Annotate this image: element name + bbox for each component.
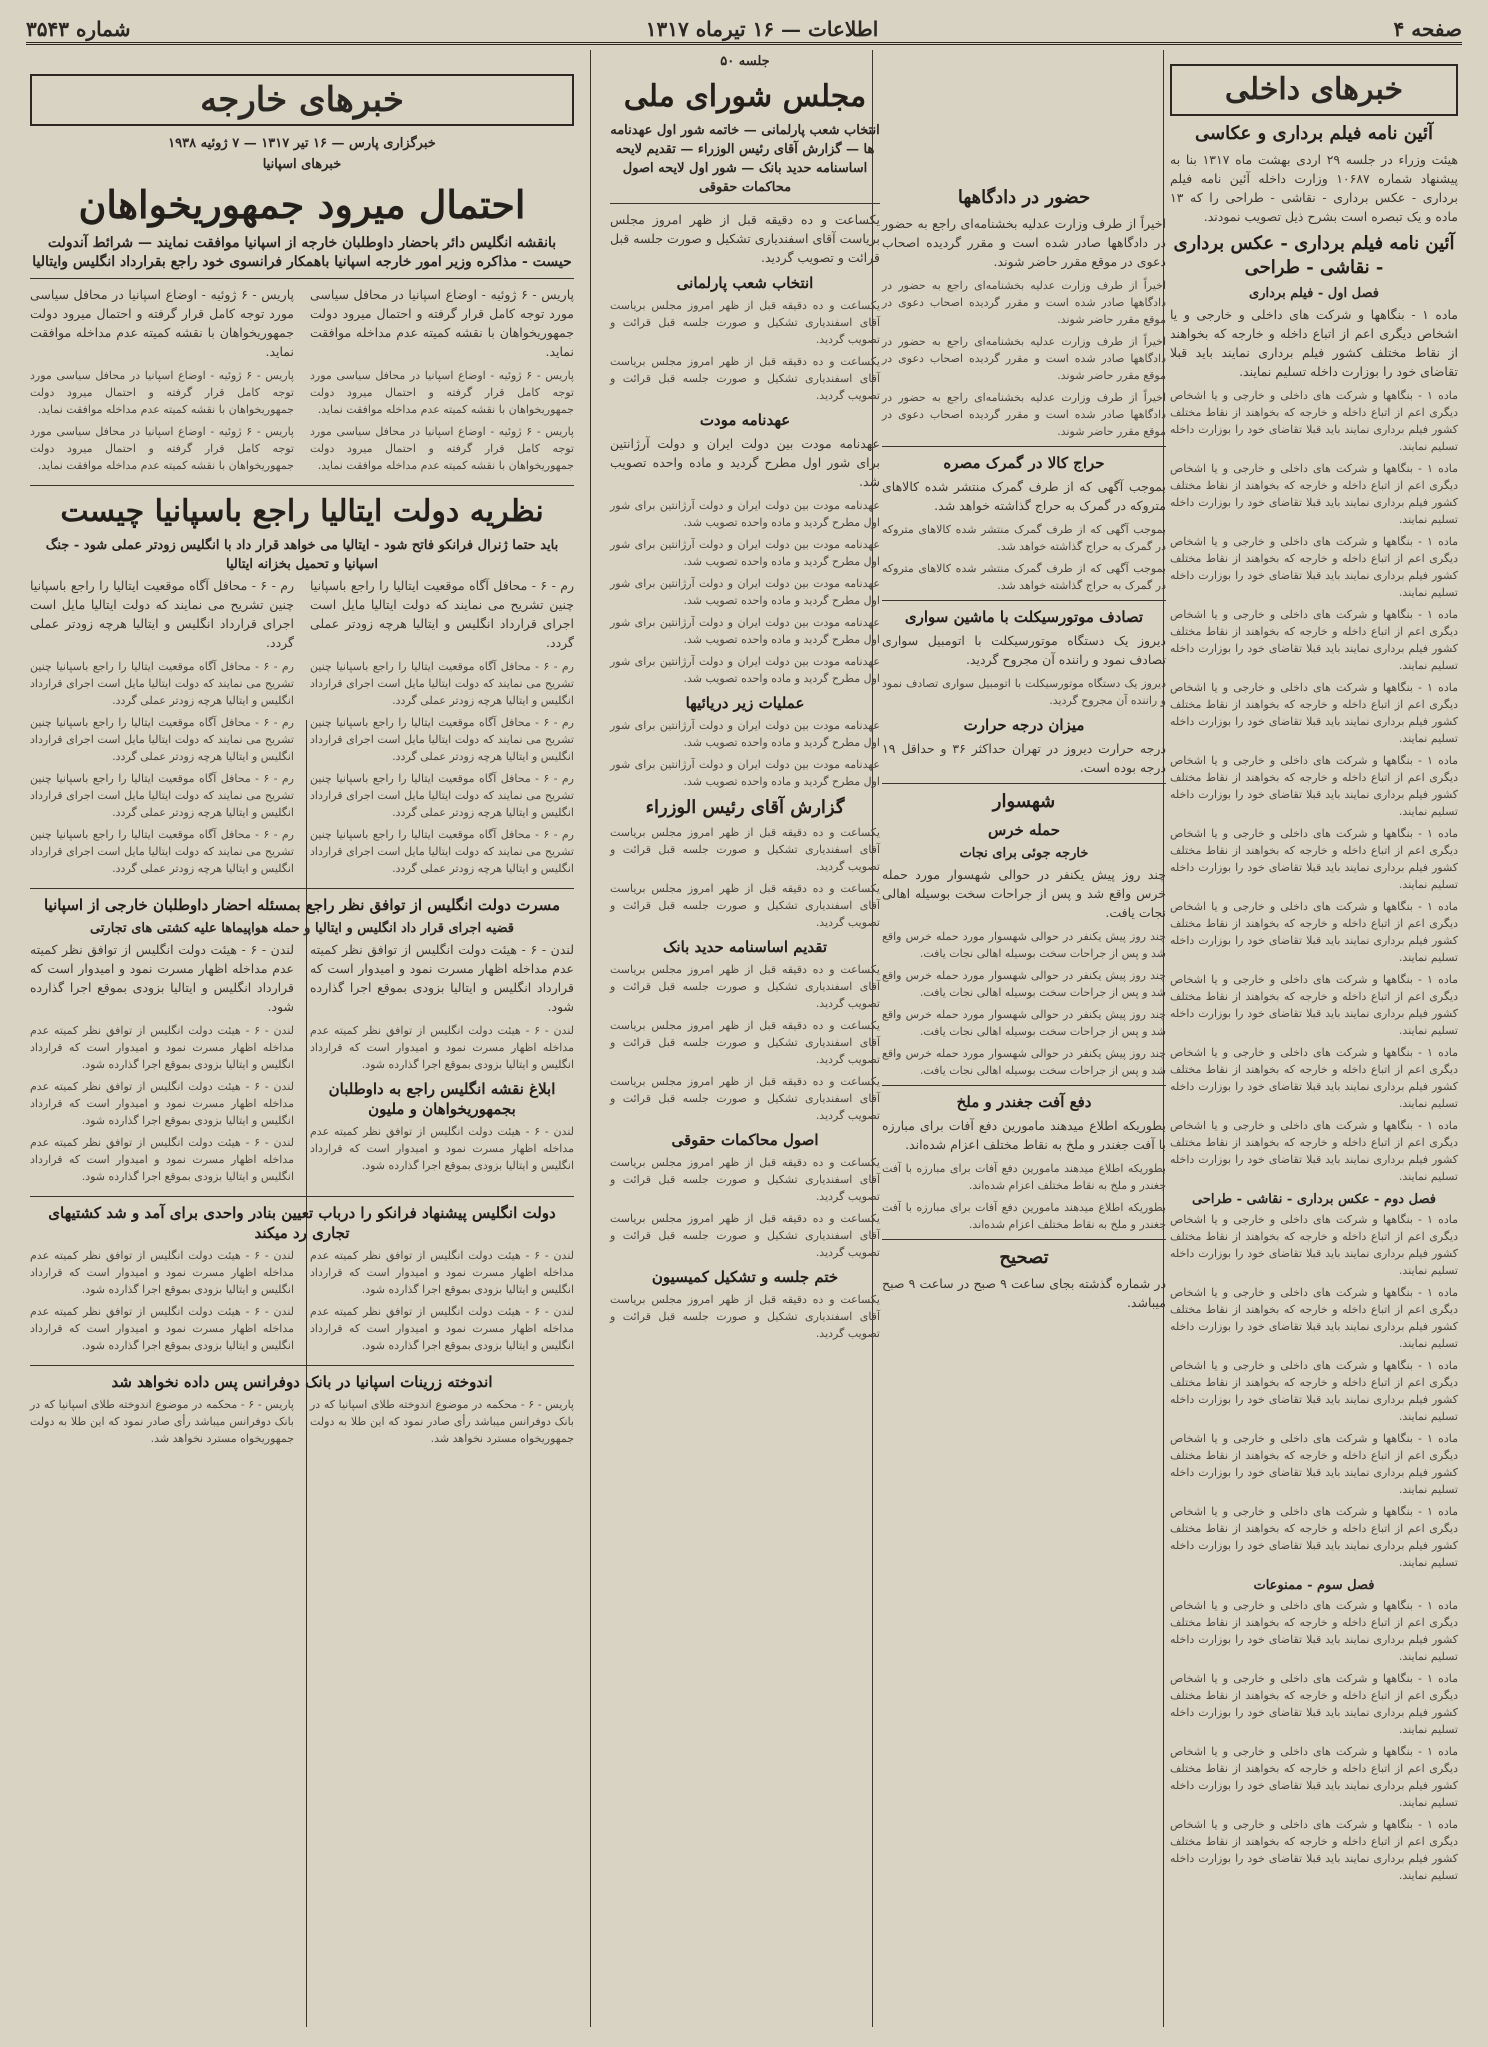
spain-body: پاریس - ۶ ژوئیه - اوضاع اسپانیا در محافل سیاسی مورد توجه کامل قرار گرفته و احتمال میرود دولت جمهوریخواهان با نقشه کمیته عدم مداخله موافقت نماید. — [30, 369, 294, 416]
parliament-body: یکساعت و ده دقیقه قبل از ظهر امروز مجلس بریاست آقای اسفندیاری تشکیل و صورت جلسه قبل قرائت و تصویب گردید. — [610, 1156, 880, 1203]
italy-body: رم - ۶ - محافل آگاه موقعیت ایتالیا را راجع باسپانیا چنین تشریح می نمایند که دولت ایتالیا مایل است اجرای قرارداد انگلیس و ایتالیا هرچه زودتر عملی گردد. — [310, 828, 574, 875]
film-regulation-body: ماده ۱ - بنگاهها و شرکت های داخلی و خارجی و یا اشخاص دیگری اعم از اتباع داخله و خارجه که بخواهند از نقاط مختلف کشور فیلم برداری نمایند باید قبلا تقاضای خود را بوزارت داخله تسلیم نمایند. — [1170, 1213, 1458, 1277]
film-regulation-intro: هیئت وزراء در جلسه ۲۹ اردی بهشت ماه ۱۳۱۷ بنا به پیشنهاد شماره ۱۰۶۸۷ وزارت داخله آئین نامه فیلم برداری - عکس برداری - نقاشی - طراحی را که ۱۳ ماده و یک تبصره است بشرح ذیل تصویب نمودند. — [1170, 152, 1459, 224]
divider — [882, 446, 1166, 447]
issue-number: شماره ۳۵۴۳ — [26, 17, 131, 41]
treaty-body: عهدنامه مودت بین دولت ایران و دولت آرژانتین برای شور اول مطرح گردید و ماده واحده تصویب شد. — [610, 499, 880, 529]
parliament-column — [604, 50, 886, 2027]
britain-headline: مسرت دولت انگلیس از توافق نظر راجع بمسئله احضار داوطلبان خارجی از اسپانیا — [43, 896, 561, 914]
film-regulation-body: ماده ۱ - بنگاهها و شرکت های داخلی و خارجی و یا اشخاص دیگری اعم از اتباع داخله و خارجه که بخواهند از نقاط مختلف کشور فیلم برداری نمایند باید قبلا تقاضای خود را بوزارت داخله تسلیم نمایند. — [1170, 1745, 1458, 1809]
courts-title: حضور در دادگاهها — [957, 187, 1091, 208]
treaty-body: عهدنامه مودت بین دولت ایران و دولت آرژانتین برای شور اول مطرح گردید و ماده واحده تصویب شد. — [610, 719, 880, 749]
film-regulation-body: ماده ۱ - بنگاهها و شرکت های داخلی و خارجی و یا اشخاص دیگری اعم از اتباع داخله و خارجه که بخواهند از نقاط مختلف کشور فیلم برداری نمایند باید قبلا تقاضای خود را بوزارت داخله تسلیم نمایند. — [1170, 1505, 1458, 1569]
divider — [610, 203, 880, 204]
body-column — [310, 1396, 574, 1452]
body-column — [30, 1396, 294, 1452]
italy-body: رم - ۶ - محافل آگاه موقعیت ایتالیا را راجع باسپانیا چنین تشریح می نمایند که دولت ایتالیا مایل است اجرای قرارداد انگلیس و ایتالیا هرچه زودتر عملی گردد. — [30, 578, 295, 650]
bear-attack-body: چند روز پیش یکنفر در حوالی شهسوار مورد حمله خرس واقع شد و پس از جراحات سخت بوسیله اهالی نجات یافت. — [882, 930, 1166, 960]
session-number: جلسه ۵۰ — [720, 54, 770, 69]
pm-report-title: گزارش آقای رئیس الوزراء — [645, 797, 845, 818]
divider — [30, 1365, 574, 1366]
treaty-body: عهدنامه مودت بین دولت ایران و دولت آرژانتین برای شور اول مطرح گردید و ماده واحده تصویب شد. — [610, 538, 880, 568]
two-col-body — [30, 576, 574, 882]
pest-title: دفع آفت جغندر و ملخ — [956, 1093, 1092, 1111]
foreign-news-column — [26, 50, 578, 2027]
parliament-body: یکساعت و ده دقیقه قبل از ظهر امروز مجلس بریاست آقای اسفندیاری تشکیل و صورت جلسه قبل قرائت و تصویب گردید. — [610, 1293, 880, 1340]
italy-body: رم - ۶ - محافل آگاه موقعیت ایتالیا را راجع باسپانیا چنین تشریح می نمایند که دولت ایتالیا مایل است اجرای قرارداد انگلیس و ایتالیا هرچه زودتر عملی گردد. — [310, 716, 574, 763]
parliament-body: یکساعت و ده دقیقه قبل از ظهر امروز مجلس بریاست آقای اسفندیاری تشکیل و صورت جلسه قبل قرائت و تصویب گردید. — [610, 1019, 880, 1066]
parliament-body: یکساعت و ده دقیقه قبل از ظهر امروز مجلس بریاست آقای اسفندیاری تشکیل و صورت جلسه قبل قرائت و تصویب گردید. — [610, 212, 880, 265]
crash-title: تصادف موتورسیکلت با ماشین سواری — [904, 608, 1144, 626]
bear-attack-subtitle: خارجه جوئی برای نجات — [959, 846, 1089, 861]
auction-body: بموجب آگهی که از طرف گمرک منتشر شده کالاهای متروکه در گمرک به حراج گذاشته خواهد شد. — [882, 479, 1166, 513]
italy-body: رم - ۶ - محافل آگاه موقعیت ایتالیا را راجع باسپانیا چنین تشریح می نمایند که دولت ایتالیا مایل است اجرای قرارداد انگلیس و ایتالیا هرچه زودتر عملی گردد. — [310, 660, 574, 707]
britain-body: لندن - ۶ - هیئت دولت انگلیس از توافق نظر کمیته عدم مداخله اظهار مسرت نمود و امیدوار است که قرارداد انگلیس و ایتالیا بزودی بموقع اجرا گذارده شود. — [30, 1024, 294, 1071]
britain-deck: قضیه اجرای قرار داد انگلیس و ایتالیا و حمله هواپیماها علیه کشتی های تجارتی — [89, 921, 515, 936]
parliament-body: یکساعت و ده دقیقه قبل از ظهر امروز مجلس بریاست آقای اسفندیاری تشکیل و صورت جلسه قبل قرائت و تصویب گردید. — [610, 355, 880, 402]
body-column — [310, 1247, 574, 1359]
domestic-masthead: خبرهای داخلی — [1170, 64, 1458, 116]
film-regulation-body: ماده ۱ - بنگاهها و شرکت های داخلی و خارجی و یا اشخاص دیگری اعم از اتباع داخله و خارجه که بخواهند از نقاط مختلف کشور فیلم برداری نمایند باید قبلا تقاضای خود را بوزارت داخله تسلیم نمایند. — [1170, 973, 1458, 1037]
film-regulation-title: آئین نامه فیلم برداری و عکاسی — [1195, 123, 1433, 144]
courts-body: اخیراً از طرف وزارت عدلیه بخشنامه‌ای راجع به حضور در دادگاهها صادر شده است و مقرر گردیده اصحاب دعوی در موقع مقرر حاضر شوند. — [882, 216, 1166, 269]
film-regulation-body: ماده ۱ - بنگاهها و شرکت های داخلی و خارجی و یا اشخاص دیگری اعم از اتباع داخله و خارجه که بخواهند از نقاط مختلف کشور فیلم برداری نمایند باید قبلا تقاضای خود را بوزارت داخله تسلیم نمایند. — [1170, 1119, 1458, 1183]
bear-attack-body: چند روز پیش یکنفر در حوالی شهسوار مورد حمله خرس واقع شد و پس از جراحات سخت بوسیله اهالی نجات یافت. — [882, 1008, 1166, 1038]
parliament-body: یکساعت و ده دقیقه قبل از ظهر امروز مجلس بریاست آقای اسفندیاری تشکیل و صورت جلسه قبل قرائت و تصویب گردید. — [610, 299, 880, 346]
gold-body: پاریس - ۶ - محکمه در موضوع اندوخته طلای اسپانیا که در بانک دوفرانس میباشد رأی صادر نمود که این طلا به دولت جمهوریخواه مسترد نخواهد شد. — [310, 1398, 574, 1445]
page-number: صفحه ۴ — [1393, 17, 1462, 41]
pest-body: بطوریکه اطلاع میدهند مامورین دفع آفات برای مبارزه با آفت جغندر و ملخ به نقاط مختلف اعزام شده‌اند. — [882, 1162, 1166, 1192]
branches-title: انتخاب شعب پارلمانی — [676, 274, 814, 292]
parliament-summary: انتخاب شعب پارلمانی — خاتمه شور اول عهدنامه ها — گزارش آقای رئیس الوزراء — تقدیم لایحه اساسنامه حدید بانک — شور اول لایحه اصول محاکمات حقوقی — [610, 123, 880, 195]
correction-body: در شماره گذشته بجای ساعت ۹ صبح در ساعت ۹ صبح میباشد. — [882, 1276, 1167, 1310]
film-regulation-body: ماده ۱ - بنگاهها و شرکت های داخلی و خارجی و یا اشخاص دیگری اعم از اتباع داخله و خارجه که بخواهند از نقاط مختلف کشور فیلم برداری نمایند باید قبلا تقاضای خود را بوزارت داخله تسلیم نمایند. — [1170, 389, 1458, 453]
body-column — [30, 1247, 294, 1359]
body-column — [310, 285, 574, 479]
treaty-body: عهدنامه مودت بین دولت ایران و دولت آرژانتین برای شور اول مطرح گردید و ماده واحده تصویب شد. — [610, 577, 880, 607]
gold-headline: اندوخته زرینات اسپانیا در بانک دوفرانس پس داده نخواهد شد — [111, 1373, 493, 1391]
film-regulation-body: ماده ۱ - بنگاهها و شرکت های داخلی و خارجی و یا اشخاص دیگری اعم از اتباع داخله و خارجه که بخواهند از نقاط مختلف کشور فیلم برداری نمایند باید قبلا تقاضای خود را بوزارت داخله تسلیم نمایند. — [1170, 900, 1458, 964]
bear-attack-title: حمله خرس — [987, 821, 1061, 839]
page-header — [26, 16, 1462, 42]
civil-procedure-title: اصول محاکمات حقوقی — [671, 1131, 819, 1149]
body-column — [30, 285, 294, 479]
spain-body: پاریس - ۶ ژوئیه - اوضاع اسپانیا در محافل سیاسی مورد توجه کامل قرار گرفته و احتمال میرود دولت جمهوریخواهان با نقشه کمیته عدم مداخله موافقت نماید. — [310, 369, 574, 416]
film-regulation-body: ماده ۱ - بنگاهها و شرکت های داخلی و خارجی و یا اشخاص دیگری اعم از اتباع داخله و خارجه که بخواهند از نقاط مختلف کشور فیلم برداری نمایند باید قبلا تقاضای خود را بوزارت داخله تسلیم نمایند. — [1170, 1286, 1458, 1350]
agency-line: خبرگزاری پارس — ۱۶ تیر ۱۳۱۷ — ۷ ژوئیه ۱۹۳۸ — [168, 136, 436, 151]
film-regulation-body: ماده ۱ - بنگاهها و شرکت های داخلی و خارجی و یا اشخاص دیگری اعم از اتباع داخله و خارجه که بخواهند از نقاط مختلف کشور فیلم برداری نمایند باید قبلا تقاضای خود را بوزارت داخله تسلیم نمایند. — [1170, 307, 1459, 379]
auction-body: بموجب آگهی که از طرف گمرک منتشر شده کالاهای متروکه در گمرک به حراج گذاشته خواهد شد. — [882, 523, 1166, 553]
film-regulation-body: ماده ۱ - بنگاهها و شرکت های داخلی و خارجی و یا اشخاص دیگری اعم از اتباع داخله و خارجه که بخواهند از نقاط مختلف کشور فیلم برداری نمایند باید قبلا تقاضای خود را بوزارت داخله تسلیم نمایند. — [1170, 1672, 1458, 1736]
treaty-body: عهدنامه مودت بین دولت ایران و دولت آرژانتین برای شور اول مطرح گردید و ماده واحده تصویب شد. — [610, 758, 880, 788]
spain-body: پاریس - ۶ ژوئیه - اوضاع اسپانیا در محافل سیاسی مورد توجه کامل قرار گرفته و احتمال میرود دولت جمهوریخواهان با نقشه کمیته عدم مداخله موافقت نماید. — [30, 425, 294, 472]
film-regulation-body: ماده ۱ - بنگاهها و شرکت های داخلی و خارجی و یا اشخاص دیگری اعم از اتباع داخله و خارجه که بخواهند از نقاط مختلف کشور فیلم برداری نمایند باید قبلا تقاضای خود را بوزارت داخله تسلیم نمایند. — [1170, 1359, 1458, 1423]
two-col-body — [30, 1247, 574, 1359]
italy-body: رم - ۶ - محافل آگاه موقعیت ایتالیا را راجع باسپانیا چنین تشریح می نمایند که دولت ایتالیا مایل است اجرای قرارداد انگلیس و ایتالیا هرچه زودتر عملی گردد. — [30, 716, 294, 763]
shahsavar-heading: شهسوار — [992, 791, 1056, 812]
spain-label: خبرهای اسپانیا — [262, 157, 342, 172]
parliament-body: یکساعت و ده دقیقه قبل از ظهر امروز مجلس بریاست آقای اسفندیاری تشکیل و صورت جلسه قبل قرائت و تصویب گردید. — [610, 826, 880, 873]
britain-body: لندن - ۶ - هیئت دولت انگلیس از توافق نظر کمیته عدم مداخله اظهار مسرت نمود و امیدوار است که قرارداد انگلیس و ایتالیا بزودی بموقع اجرا گذارده شود. — [30, 1136, 294, 1183]
crash-body: دیروز یک دستگاه موتورسیکلت با اتومبیل سواری تصادف نمود و راننده آن مجروح گردید. — [882, 633, 1166, 667]
bank-statute-title: تقدیم اساسنامه حدید بانک — [662, 938, 828, 956]
two-col-body — [30, 1396, 574, 1452]
divider — [882, 783, 1166, 784]
britain-body: لندن - ۶ - هیئت دولت انگلیس از توافق نظر کمیته عدم مداخله اظهار مسرت نمود و امیدوار است که قرارداد انگلیس و ایتالیا بزودی بموقع اجرا گذارده شود. — [30, 1249, 294, 1296]
parliament-title: مجلس شورای ملی — [623, 79, 867, 114]
britain-body: لندن - ۶ - هیئت دولت انگلیس از توافق نظر کمیته عدم مداخله اظهار مسرت نمود و امیدوار است که قرارداد انگلیس و ایتالیا بزودی بموقع اجرا گذارده شود. — [30, 1305, 294, 1352]
film-regulation-body: ماده ۱ - بنگاهها و شرکت های داخلی و خارجی و یا اشخاص دیگری اعم از اتباع داخله و خارجه که بخواهند از نقاط مختلف کشور فیلم برداری نمایند باید قبلا تقاضای خود را بوزارت داخله تسلیم نمایند. — [1170, 1432, 1458, 1496]
bear-attack-body: چند روز پیش یکنفر در حوالی شهسوار مورد حمله خرس واقع شد و پس از جراحات سخت بوسیله اهالی نجات یافت. — [882, 1047, 1166, 1077]
italy-body: رم - ۶ - محافل آگاه موقعیت ایتالیا را راجع باسپانیا چنین تشریح می نمایند که دولت ایتالیا مایل است اجرای قرارداد انگلیس و ایتالیا هرچه زودتر عملی گردد. — [30, 828, 294, 875]
italy-body: رم - ۶ - محافل آگاه موقعیت ایتالیا را راجع باسپانیا چنین تشریح می نمایند که دولت ایتالیا مایل است اجرای قرارداد انگلیس و ایتالیا هرچه زودتر عملی گردد. — [30, 772, 294, 819]
pest-body: بطوریکه اطلاع میدهند مامورین دفع آفات برای مبارزه با آفت جغندر و ملخ به نقاط مختلف اعزام شده‌اند. — [882, 1118, 1166, 1152]
divider — [882, 600, 1166, 601]
section-two-heading: فصل دوم - عکس برداری - نقاشی - طراحی — [1192, 1192, 1436, 1207]
two-col-body — [30, 285, 574, 479]
foreign-masthead: خبرهای خارجه — [30, 74, 574, 126]
body-column — [30, 940, 294, 1190]
parliament-body: یکساعت و ده دقیقه قبل از ظهر امروز مجلس بریاست آقای اسفندیاری تشکیل و صورت جلسه قبل قرائت و تصویب گردید. — [610, 1212, 880, 1259]
body-column — [30, 576, 294, 882]
courts-body: اخیراً از طرف وزارت عدلیه بخشنامه‌ای راجع به حضور در دادگاهها صادر شده است و مقرر گردیده اصحاب دعوی در موقع مقرر حاضر شوند. — [882, 391, 1166, 438]
britain-body: لندن - ۶ - هیئت دولت انگلیس از توافق نظر کمیته عدم مداخله اظهار مسرت نمود و امیدوار است که قرارداد انگلیس و ایتالیا بزودی بموقع اجرا گذارده شود. — [310, 1024, 574, 1071]
gold-body: پاریس - ۶ - محکمه در موضوع اندوخته طلای اسپانیا که در بانک دوفرانس میباشد رأی صادر نمود که این طلا به دولت جمهوریخواه مسترد نخواهد شد. — [30, 1398, 294, 1445]
local-news-column — [876, 50, 1172, 2027]
plan-headline: ابلاغ نقشه انگلیس راجع به داوطلبان بجمهوریخواهان و ملیون — [328, 1080, 556, 1118]
treaty-body: عهدنامه مودت بین دولت ایران و دولت آرژانتین برای شور اول مطرح گردید و ماده واحده تصویب شد. — [610, 616, 880, 646]
auction-body: بموجب آگهی که از طرف گمرک منتشر شده کالاهای متروکه در گمرک به حراج گذاشته خواهد شد. — [882, 562, 1166, 592]
crash-body: دیروز یک دستگاه موتورسیکلت با اتومبیل سواری تصادف نمود و راننده آن مجروح گردید. — [882, 677, 1166, 707]
bear-attack-body: چند روز پیش یکنفر در حوالی شهسوار مورد حمله خرس واقع شد و پس از جراحات سخت بوسیله اهالی نجات یافت. — [882, 867, 1166, 920]
film-regulation-body: ماده ۱ - بنگاهها و شرکت های داخلی و خارجی و یا اشخاص دیگری اعم از اتباع داخله و خارجه که بخواهند از نقاط مختلف کشور فیلم برداری نمایند باید قبلا تقاضای خود را بوزارت داخله تسلیم نمایند. — [1170, 462, 1458, 526]
divider — [882, 1085, 1166, 1086]
temperature-body: درجه حرارت دیروز در تهران حداکثر ۳۶ و حداقل ۱۹ درجه بوده است. — [882, 741, 1166, 775]
britain-body: لندن - ۶ - هیئت دولت انگلیس از توافق نظر کمیته عدم مداخله اظهار مسرت نمود و امیدوار است که قرارداد انگلیس و ایتالیا بزودی بموقع اجرا گذارده شود. — [310, 1249, 574, 1296]
main-deck: بانقشه انگلیس دائر باحضار داوطلبان خارجه از اسپانیا موافقت نمایند — شرائط آندولت حیست - مذاکره وزیر امور خارجه اسپانیا باهمکار فرانسوی خود راجع بقرارداد انگلیس وایتالیا — [32, 235, 572, 270]
film-regulation-body: ماده ۱ - بنگاهها و شرکت های داخلی و خارجی و یا اشخاص دیگری اعم از اتباع داخله و خارجه که بخواهند از نقاط مختلف کشور فیلم برداری نمایند باید قبلا تقاضای خود را بوزارت داخله تسلیم نمایند. — [1170, 754, 1458, 818]
treaty-body: عهدنامه مودت بین دولت ایران و دولت آرژانتین برای شور اول مطرح گردید و ماده واحده تصویب شد. — [610, 436, 880, 489]
parliament-body: یکساعت و ده دقیقه قبل از ظهر امروز مجلس بریاست آقای اسفندیاری تشکیل و صورت جلسه قبل قرائت و تصویب گردید. — [610, 1075, 880, 1122]
divider — [30, 485, 574, 486]
body-column — [310, 576, 574, 882]
britain-body: لندن - ۶ - هیئت دولت انگلیس از توافق نظر کمیته عدم مداخله اظهار مسرت نمود و امیدوار است که قرارداد انگلیس و ایتالیا بزودی بموقع اجرا گذارده شود. — [30, 1080, 294, 1127]
film-regulation-body: ماده ۱ - بنگاهها و شرکت های داخلی و خارجی و یا اشخاص دیگری اعم از اتباع داخله و خارجه که بخواهند از نقاط مختلف کشور فیلم برداری نمایند باید قبلا تقاضای خود را بوزارت داخله تسلیم نمایند. — [1170, 827, 1458, 891]
date-line: اطلاعات — ۱۶ تیرماه ۱۳۱۷ — [645, 17, 879, 41]
film-regulation-body: ماده ۱ - بنگاهها و شرکت های داخلی و خارجی و یا اشخاص دیگری اعم از اتباع داخله و خارجه که بخواهند از نقاط مختلف کشور فیلم برداری نمایند باید قبلا تقاضای خود را بوزارت داخله تسلیم نمایند. — [1170, 1599, 1458, 1663]
treaty-title: عهدنامه مودت — [699, 411, 791, 429]
pest-body: بطوریکه اطلاع میدهند مامورین دفع آفات برای مبارزه با آفت جغندر و ملخ به نقاط مختلف اعزام شده‌اند. — [882, 1201, 1166, 1231]
top-rule — [26, 42, 1462, 45]
britain-body: لندن - ۶ - هیئت دولت انگلیس از توافق نظر کمیته عدم مداخله اظهار مسرت نمود و امیدوار است که قرارداد انگلیس و ایتالیا بزودی بموقع اجرا گذارده شود. — [310, 1305, 574, 1352]
correction-title: تصحیح — [999, 1247, 1049, 1268]
parliament-body: یکساعت و ده دقیقه قبل از ظهر امروز مجلس بریاست آقای اسفندیاری تشکیل و صورت جلسه قبل قرائت و تصویب گردید. — [610, 882, 880, 929]
spain-body: پاریس - ۶ ژوئیه - اوضاع اسپانیا در محافل سیاسی مورد توجه کامل قرار گرفته و احتمال میرود دولت جمهوریخواهان با نقشه کمیته عدم مداخله موافقت نماید. — [310, 287, 574, 359]
italy-body: رم - ۶ - محافل آگاه موقعیت ایتالیا را راجع باسپانیا چنین تشریح می نمایند که دولت ایتالیا مایل است اجرای قرارداد انگلیس و ایتالیا هرچه زودتر عملی گردد. — [310, 578, 575, 650]
divider — [30, 888, 574, 889]
divider — [30, 278, 574, 279]
parliament-body: یکساعت و ده دقیقه قبل از ظهر امروز مجلس بریاست آقای اسفندیاری تشکیل و صورت جلسه قبل قرائت و تصویب گردید. — [610, 963, 880, 1010]
britain-body: لندن - ۶ - هیئت دولت انگلیس از توافق نظر کمیته عدم مداخله اظهار مسرت نمود و امیدوار است که قرارداد انگلیس و ایتالیا بزودی بموقع اجرا گذارده شود. — [310, 942, 574, 1014]
main-headline: احتمال میرود جمهوریخواهان — [78, 182, 526, 227]
spain-body: پاریس - ۶ ژوئیه - اوضاع اسپانیا در محافل سیاسی مورد توجه کامل قرار گرفته و احتمال میرود دولت جمهوریخواهان با نقشه کمیته عدم مداخله موافقت نماید. — [30, 287, 294, 359]
film-regulation-body: ماده ۱ - بنگاهها و شرکت های داخلی و خارجی و یا اشخاص دیگری اعم از اتباع داخله و خارجه که بخواهند از نقاط مختلف کشور فیلم برداری نمایند باید قبلا تقاضای خود را بوزارت داخله تسلیم نمایند. — [1170, 535, 1458, 599]
courts-body: اخیراً از طرف وزارت عدلیه بخشنامه‌ای راجع به حضور در دادگاهها صادر شده است و مقرر گردیده اصحاب دعوی در موقع مقرر حاضر شوند. — [882, 335, 1166, 382]
body-column — [310, 940, 574, 1190]
film-regulation-subtitle: آئین نامه فیلم برداری - عکس برداری - نقاشی - طراحی — [1173, 233, 1455, 278]
temperature-title: میزان درجه حرارت — [963, 716, 1085, 734]
divider — [882, 1239, 1166, 1240]
britain-body: لندن - ۶ - هیئت دولت انگلیس از توافق نظر کمیته عدم مداخله اظهار مسرت نمود و امیدوار است که قرارداد انگلیس و ایتالیا بزودی بموقع اجرا گذارده شود. — [30, 942, 294, 1014]
film-regulation-body: ماده ۱ - بنگاهها و شرکت های داخلی و خارجی و یا اشخاص دیگری اعم از اتباع داخله و خارجه که بخواهند از نقاط مختلف کشور فیلم برداری نمایند باید قبلا تقاضای خود را بوزارت داخله تسلیم نمایند. — [1170, 1046, 1458, 1110]
italy-body: رم - ۶ - محافل آگاه موقعیت ایتالیا را راجع باسپانیا چنین تشریح می نمایند که دولت ایتالیا مایل است اجرای قرارداد انگلیس و ایتالیا هرچه زودتر عملی گردد. — [310, 772, 574, 819]
film-regulation-body: ماده ۱ - بنگاهها و شرکت های داخلی و خارجی و یا اشخاص دیگری اعم از اتباع داخله و خارجه که بخواهند از نقاط مختلف کشور فیلم برداری نمایند باید قبلا تقاضای خود را بوزارت داخله تسلیم نمایند. — [1170, 681, 1458, 745]
film-regulation-body: ماده ۱ - بنگاهها و شرکت های داخلی و خارجی و یا اشخاص دیگری اعم از اتباع داخله و خارجه که بخواهند از نقاط مختلف کشور فیلم برداری نمایند باید قبلا تقاضای خود را بوزارت داخله تسلیم نمایند. — [1170, 1818, 1458, 1882]
italy-headline: نظریه دولت ایتالیا راجع باسپانیا چیست — [60, 494, 544, 529]
divider — [30, 1196, 574, 1197]
ports-headline: دولت انگلیس پیشنهاد فرانکو را درباب تعیین بنادر واحدی برای آمد و شد کشتیهای تجاری رد میکند — [48, 1204, 556, 1242]
section-three-heading: فصل سوم - ممنوعات — [1253, 1578, 1375, 1593]
domestic-news-column — [1166, 50, 1462, 2027]
italy-deck: باید حتما ژنرال فرانکو فاتح شود - ایتالیا می خواهد قرار داد با انگلیس زودتر عملی شود - جنگ اسپانیا و تحمیل بخزانه ایتالیا — [45, 538, 559, 572]
auction-title: حراج کالا در گمرک مصره — [943, 454, 1105, 472]
treaty-body: عهدنامه مودت بین دولت ایران و دولت آرژانتین برای شور اول مطرح گردید و ماده واحده تصویب شد. — [610, 655, 880, 685]
submarine-ops-title: عملیات زیر دریائیها — [685, 694, 805, 712]
britain-body: لندن - ۶ - هیئت دولت انگلیس از توافق نظر کمیته عدم مداخله اظهار مسرت نمود و امیدوار است که قرارداد انگلیس و ایتالیا بزودی بموقع اجرا گذارده شود. — [310, 1125, 574, 1172]
two-col-body — [30, 940, 574, 1190]
bear-attack-body: چند روز پیش یکنفر در حوالی شهسوار مورد حمله خرس واقع شد و پس از جراحات سخت بوسیله اهالی نجات یافت. — [882, 969, 1166, 999]
section-one-heading: فصل اول - فیلم برداری — [1249, 286, 1379, 301]
courts-body: اخیراً از طرف وزارت عدلیه بخشنامه‌ای راجع به حضور در دادگاهها صادر شده است و مقرر گردیده اصحاب دعوی در موقع مقرر حاضر شوند. — [882, 279, 1166, 326]
spain-body: پاریس - ۶ ژوئیه - اوضاع اسپانیا در محافل سیاسی مورد توجه کامل قرار گرفته و احتمال میرود دولت جمهوریخواهان با نقشه کمیته عدم مداخله موافقت نماید. — [310, 425, 574, 472]
film-regulation-body: ماده ۱ - بنگاهها و شرکت های داخلی و خارجی و یا اشخاص دیگری اعم از اتباع داخله و خارجه که بخواهند از نقاط مختلف کشور فیلم برداری نمایند باید قبلا تقاضای خود را بوزارت داخله تسلیم نمایند. — [1170, 608, 1458, 672]
session-close-title: ختم جلسه و تشکیل کمیسیون — [651, 1268, 839, 1286]
italy-body: رم - ۶ - محافل آگاه موقعیت ایتالیا را راجع باسپانیا چنین تشریح می نمایند که دولت ایتالیا مایل است اجرای قرارداد انگلیس و ایتالیا هرچه زودتر عملی گردد. — [30, 660, 294, 707]
